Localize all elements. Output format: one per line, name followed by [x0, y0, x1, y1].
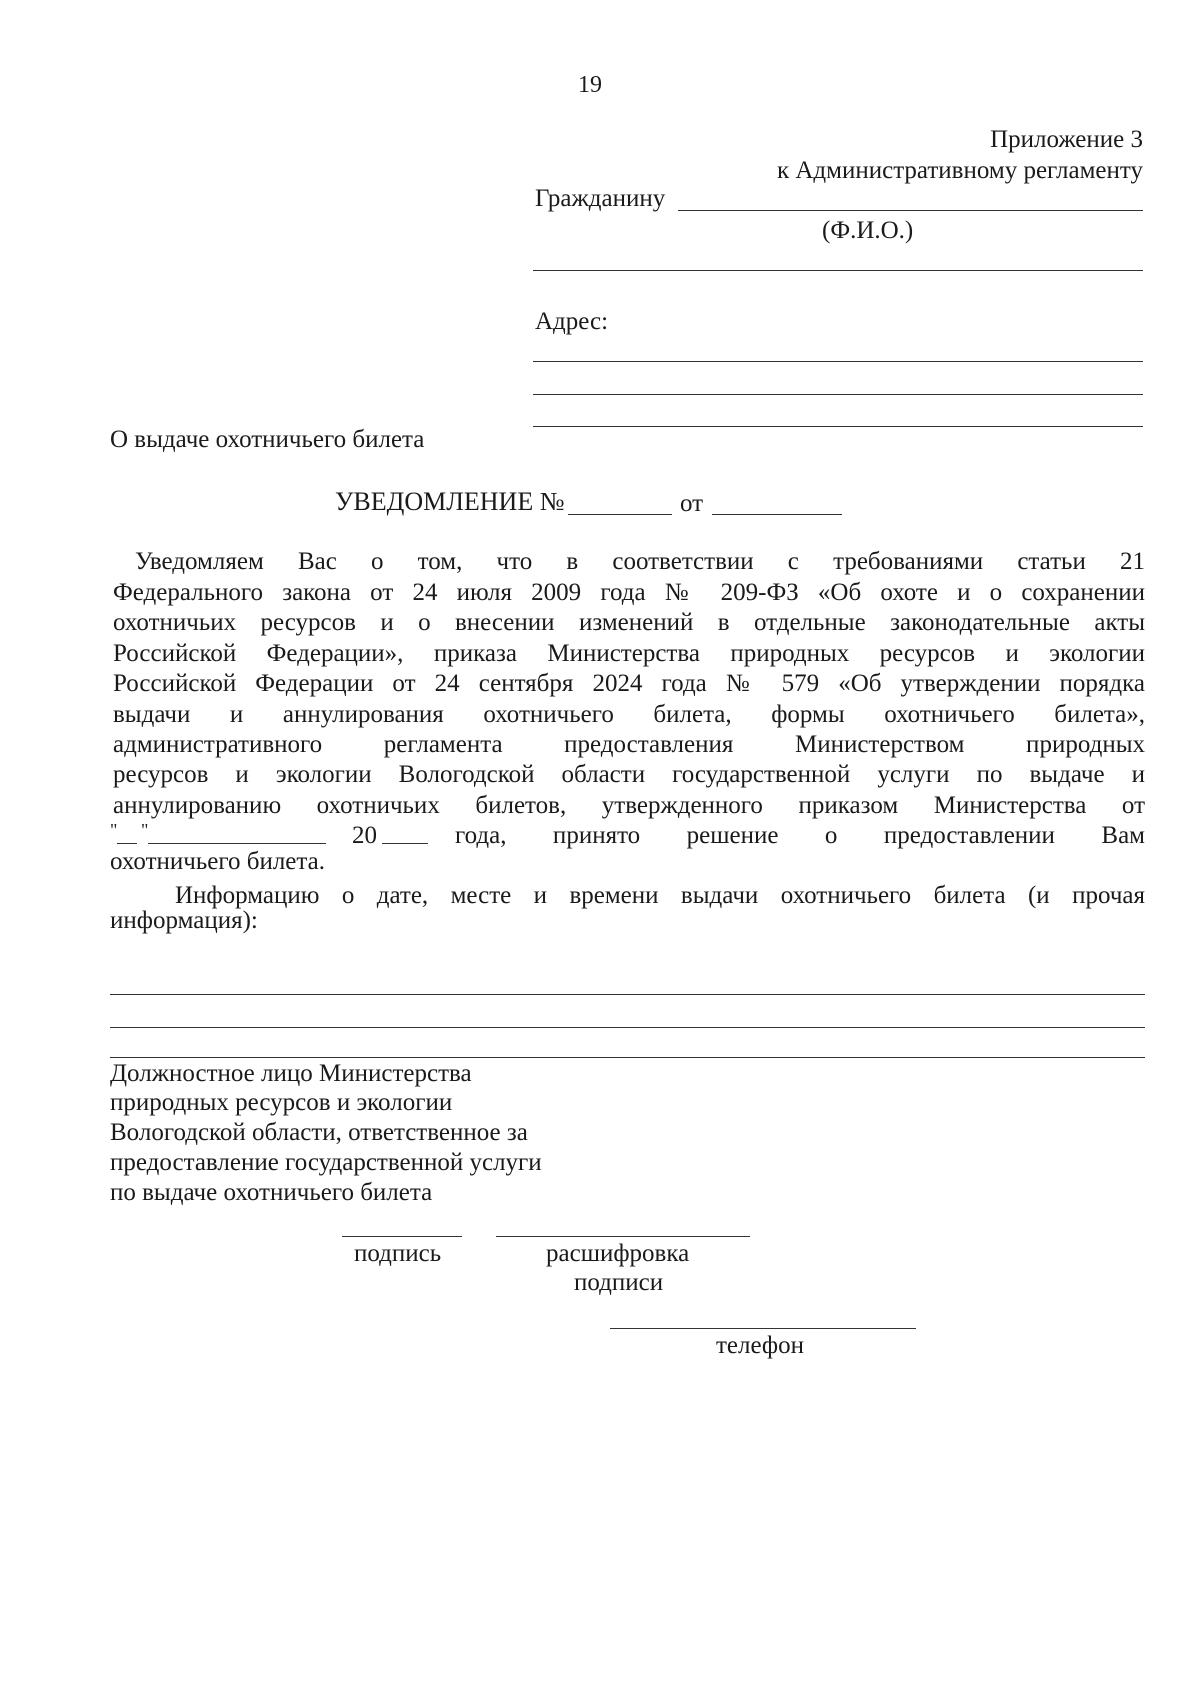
date-quote-open: ": [110, 820, 118, 840]
body-line-2: Федерального закона от 24 июля 2009 года № 209-ФЗ «Об охоте и о сохранении: [113, 579, 1145, 606]
appendix-subtitle: к Административному регламенту: [776, 157, 1143, 184]
signature-label: подпись: [354, 1240, 442, 1267]
date-year-field[interactable]: [382, 843, 428, 844]
body-line-9: аннулированию охотничьих билетов, утвержденного приказом Министерства от: [113, 792, 1145, 819]
address-field-3[interactable]: [533, 426, 1143, 427]
official-line-4: предоставление государственной услуги: [110, 1149, 542, 1176]
phone-field[interactable]: [610, 1328, 916, 1329]
citizen-fio-field-2[interactable]: [533, 270, 1143, 271]
body-line-4: Российской Федерации», приказа Министерства природных ресурсов и экологии: [113, 640, 1145, 667]
date-quote-close: ": [141, 820, 149, 840]
address-label: Адрес:: [535, 308, 609, 335]
date-day-field[interactable]: [117, 843, 137, 844]
fio-caption: (Ф.И.О.): [822, 217, 914, 244]
notice-number-field[interactable]: [568, 514, 672, 515]
body-line-5: Российской Федерации от 24 сентября 2024 года № 579 «Об утверждении порядка: [113, 670, 1145, 697]
body-line-last: охотничьего билета.: [110, 848, 325, 875]
info-field-1[interactable]: [110, 994, 1145, 995]
notice-date-field[interactable]: [712, 514, 842, 515]
phone-label: телефон: [716, 1332, 804, 1359]
info-field-2[interactable]: [110, 1027, 1145, 1028]
info-line-2: информация):: [110, 907, 258, 934]
body-line-3: охотничьих ресурсов и о внесении изменений в отдельные законодательные акты: [113, 609, 1145, 636]
citizen-label: Гражданину: [535, 185, 666, 212]
address-field-2[interactable]: [533, 394, 1143, 395]
notice-from-label: от: [680, 490, 704, 517]
official-line-1: Должностное лицо Министерства: [110, 1060, 472, 1087]
date-line-rest: года, принято решение о предоставлении Вам: [455, 822, 1145, 849]
body-line-6: выдачи и аннулирования охотничьего билета, формы охотничьего билета»,: [113, 701, 1145, 728]
date-year-prefix: 20: [352, 822, 377, 849]
info-line-1: Информацию о дате, месте и времени выдачи охотничьего билета (и прочая: [175, 882, 1145, 909]
subject-line: О выдаче охотничьего билета: [110, 426, 425, 453]
signature-decode-field[interactable]: [496, 1236, 750, 1237]
citizen-fio-field[interactable]: [678, 210, 1143, 211]
signature-field[interactable]: [342, 1236, 462, 1237]
notice-title: УВЕДОМЛЕНИЕ №: [335, 487, 565, 516]
address-field-1[interactable]: [533, 361, 1143, 362]
body-line-1: Уведомляем Вас о том, что в соответствии с требованиями статьи 21: [135, 548, 1145, 575]
signature-decode-label: расшифровка: [546, 1240, 690, 1267]
page-number: 19: [578, 72, 602, 98]
appendix-title: Приложение 3: [990, 126, 1143, 153]
signature-decode-label-2: подписи: [574, 1269, 664, 1296]
official-line-5: по выдаче охотничьего билета: [110, 1179, 433, 1206]
date-month-field[interactable]: [148, 843, 326, 844]
official-line-3: Вологодской области, ответственное за: [110, 1119, 528, 1146]
body-line-7: административного регламента предоставления Министерством природных: [113, 731, 1145, 758]
official-line-2: природных ресурсов и экологии: [110, 1089, 453, 1116]
body-line-8: ресурсов и экологии Вологодской области государственной услуги по выдаче и: [113, 761, 1145, 788]
